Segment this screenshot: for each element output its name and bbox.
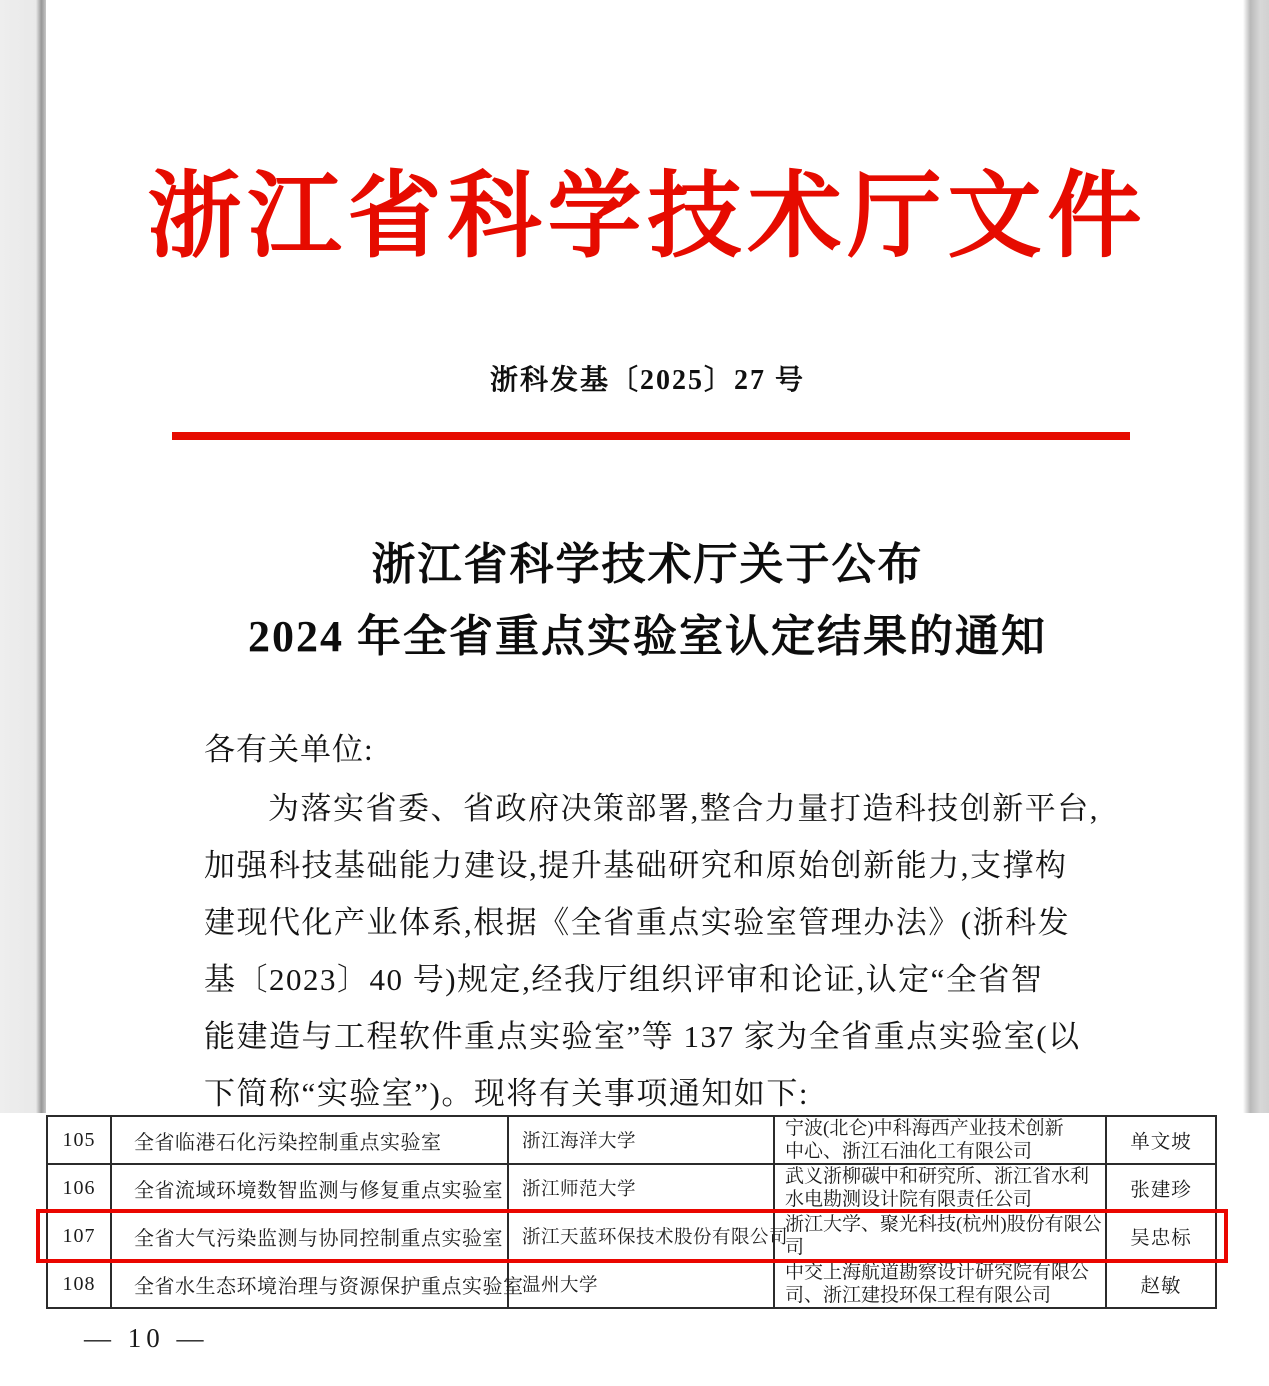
host-org-cell: 浙江师范大学 <box>508 1164 774 1212</box>
letterhead-red-rule <box>172 432 1130 440</box>
row-number-cell: 106 <box>47 1164 111 1212</box>
director-cell: 张建珍 <box>1106 1164 1216 1212</box>
document-number: 浙科发基〔2025〕27 号 <box>489 365 805 396</box>
partner-org-cell: 武义浙柳碳中和研究所、浙江省水利 水电勘测设计院有限责任公司 <box>774 1164 1106 1212</box>
host-org-cell: 浙江天蓝环保技术股份有限公司 <box>508 1212 774 1260</box>
body-line: 为落实省委、省政府决策部署,整合力量打造科技创新平台, <box>268 791 1099 826</box>
director-cell: 赵敏 <box>1106 1260 1216 1308</box>
lab-name-cell: 全省流域环境数智监测与修复重点实验室 <box>111 1164 508 1212</box>
body-line: 基〔2023〕40 号)规定,经我厅组织评审和论证,认定“全省智 <box>204 962 1044 997</box>
salutation: 各有关单位: <box>204 732 374 767</box>
lab-list-table-section <box>0 1113 1269 1386</box>
table-row <box>47 1164 1216 1212</box>
director-cell: 单文坡 <box>1106 1116 1216 1164</box>
row-number-cell: 108 <box>47 1260 111 1308</box>
director-cell: 吴忠标 <box>1106 1212 1216 1260</box>
body-line: 建现代化产业体系,根据《全省重点实验室管理办法》(浙科发 <box>204 905 1071 940</box>
notice-title-line2: 2024 年全省重点实验室认定结果的通知 <box>248 612 1047 661</box>
partner-org-cell: 宁波(北仑)中科海西产业技术创新 中心、浙江石油化工有限公司 <box>774 1116 1106 1164</box>
letterhead-title: 浙江省科学技术厅文件 <box>147 165 1148 269</box>
row-number-cell: 105 <box>47 1116 111 1164</box>
body-line: 能建造与工程软件重点实验室”等 137 家为全省重点实验室(以 <box>204 1019 1081 1054</box>
partner-org-cell: 中交上海航道勘察设计研究院有限公 司、浙江建投环保工程有限公司 <box>774 1260 1106 1308</box>
page-number: — 10 — <box>84 1323 209 1353</box>
partner-org-cell: 浙江大学、聚光科技(杭州)股份有限公 司 <box>774 1212 1106 1260</box>
notice-title-line1: 浙江省科学技术厅关于公布 <box>371 540 924 589</box>
body-line: 加强科技基础能力建设,提升基础研究和原始创新能力,支撑构 <box>204 848 1068 883</box>
host-org-cell: 浙江海洋大学 <box>508 1116 774 1164</box>
host-org-cell: 温州大学 <box>508 1260 774 1308</box>
table-row <box>47 1116 1216 1164</box>
table-row <box>47 1260 1216 1308</box>
page-left-margin-shadow <box>0 0 46 1113</box>
lab-name-cell: 全省临港石化污染控制重点实验室 <box>111 1116 508 1164</box>
lab-name-cell: 全省大气污染监测与协同控制重点实验室 <box>111 1212 508 1260</box>
body-line: 下简称“实验室”)。现将有关事项通知如下: <box>204 1076 809 1111</box>
row-107-red-highlight-box <box>36 1209 1228 1263</box>
lab-name-cell: 全省水生态环境治理与资源保护重点实验室 <box>111 1260 508 1308</box>
row-number-cell: 107 <box>47 1212 111 1260</box>
